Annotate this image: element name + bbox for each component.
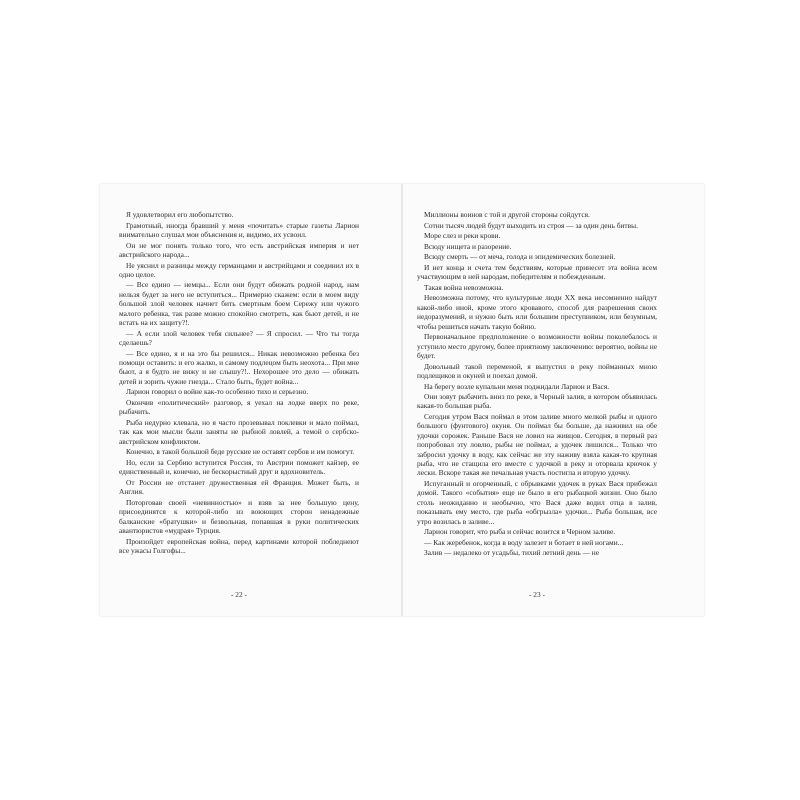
paragraph: Но, если за Сербию вступится Россия, то Австрии поможет кайзер, ее единственный и, конечно, не бескорыстный друг и вдохновитель.	[119, 457, 359, 477]
paragraph: Ларион говорит, что рыба и сейчас возится в Черном заливе.	[424, 527, 616, 537]
book-gutter	[401, 184, 403, 616]
paragraph: Рыба недурно клевала, но я часто прозевывал поклевки и мало поймал, так как мои мысли были заняты не рыбной ловлей, а темой о сербско-австрийском конфликтом.	[119, 417, 359, 446]
paragraph: Всюду смерть — от меча, голода и эпидемических болезней.	[424, 252, 616, 262]
paragraph: Испуганный и огорченный, с обрывками удочек в руках Вася прибежал домой. Такого «события» еще не было в его рыбацкой жизни. Оно было столь неожиданно и необычно, что Вася даже водил отца в залив, показывать ему место, где рыба «обгрызла» удочки... Рыба большая, все утро возилась в заливе...	[417, 478, 657, 526]
book-spread	[100, 184, 704, 616]
paragraph: Они зовут рыбачить вниз по реке, в Черный залив, в котором объявилась какая-то большая рыба.	[417, 392, 657, 411]
paragraph: — А если злой человек тебя сильнее? — Я спросил. — Что ты тогда сделаешь?	[119, 328, 359, 348]
paragraph: Довольный такой переменой, я выпустил в реку пойманных мною подлещиков и окуней и поехал домой.	[417, 361, 657, 380]
paragraph: Такая война невозможна.	[424, 282, 504, 292]
paragraph: Миллионы воинов с той и другой стороны сойдутся.	[424, 210, 590, 219]
paragraph: Он не мог понять только того, что есть австрийская империя и нет австрийского народа...	[119, 240, 359, 259]
paragraph: Ларион говорил о войне как-то особенно тихо и серьезно.	[126, 387, 309, 397]
paragraph: От России не отстанет дружественная ей Франция. Может быть, и Англия.	[119, 477, 359, 497]
page-number-right: - 23 -	[528, 590, 545, 599]
paragraph: — Все едино — немцы... Если они будут обижать родной народ, нам нельзя будет за него не вступиться... Примерно скажем: если в моем виду большой злой человек начнет бить смертным боем Сережу или чужого малого ребенка, так разве можно спокойно смотреть, как бьют детей, и не встать на их защиту?!.	[119, 280, 359, 328]
paragraph: Сегодня утром Вася поймал в этом заливе много мелкой рыбы и одного большого (фунтового) окуня. Он поймал бы больше, да наживил на обе удочки сорожек. Раньше Вася не ловил на живцов. Сегодня, в первый раз попробовал эту ловлю, рыбы не поймал, а удочек лишился... Только что забросил удочку в воду, как сейчас же эту наживу взяла какая-то крупная рыба, что не стащила его вместе с удочкой в реку и оторвала крючок у лески. Вскоре такая же печальная участь постигла и вторую удочку.	[417, 412, 657, 478]
paragraph: И нет конца и счета тем бедствиям, которые принесет эта война всем участвующим в ней народам, победителям и побежденным.	[417, 262, 657, 282]
left-page	[119, 210, 359, 610]
page-number-left: - 22 -	[230, 590, 247, 599]
paragraph: Грамотный, иногда бравший у меня «почитать» старые газеты Ларион внимательно слушал мои объяснения и, видимо, их усвоил.	[119, 220, 359, 239]
paragraph: Первоначальное предположение о возможности войны поколебалось и уступило место другому, более приятному заключению: вероятно, войны не будет.	[417, 332, 657, 360]
paragraph: Поторговав своей «невинностью» и взяв за нее большую цену, присоединятся к которой-либо из воюющих сторон ненадежные балканские «братушки» и безвольная, попавшая в руки политических авантюристов «мудрая» Турция.	[119, 497, 359, 535]
paragraph: Невозможна потому, что культурные люди XX века несомненно найдут какой-либо иной, кроме этого кровавого, способ для разрешения своих недоразумений, и нужно быть или большим преступником, или безумным, чтобы решиться начать такую бойню.	[417, 293, 657, 331]
paragraph: Не уяснил и разницы между германцами и австрийцами и соединил их в одно целое.	[119, 260, 359, 279]
paragraph: Окончив «политический» разговор, я уехал на лодке вверх по реке, рыбачить.	[119, 397, 359, 417]
paragraph: Я удовлетворил его любопытство.	[126, 210, 234, 219]
paragraph: Произойдет европейская война, перед картинами которой побледнеют все ужасы Голгофы...	[119, 536, 359, 555]
paragraph: Всюду нищета и разорение.	[424, 241, 512, 251]
paragraph: — Как жеребенок, когда в воду залезет и ботает в ней ногами...	[424, 537, 624, 547]
paragraph: — Все едино, я и на это бы решился... Никак невозможно ребенка без помощи оставить: и его жалко, и самому подлецом быть неохота... При мне бьют, а я будто не вижу и не слышу?!.. Нехорошее это дело — обижать детей и зорить чужие гнезда... Стало быть, будет война...	[119, 348, 359, 386]
right-page	[417, 210, 657, 610]
paragraph: Конечно, в такой большой беде русские не оставят сербов и им помогут.	[126, 447, 355, 457]
paragraph: Сотни тысяч людей будут выходить из строя — за один день битвы.	[424, 220, 638, 230]
paragraph: Море слез и реки крови.	[424, 231, 501, 241]
paragraph: Залив — недалеко от усадьбы, тихий летний день — не	[424, 548, 600, 558]
paragraph: На берегу возле купальни меня поджидали Ларион и Вася.	[424, 381, 610, 391]
